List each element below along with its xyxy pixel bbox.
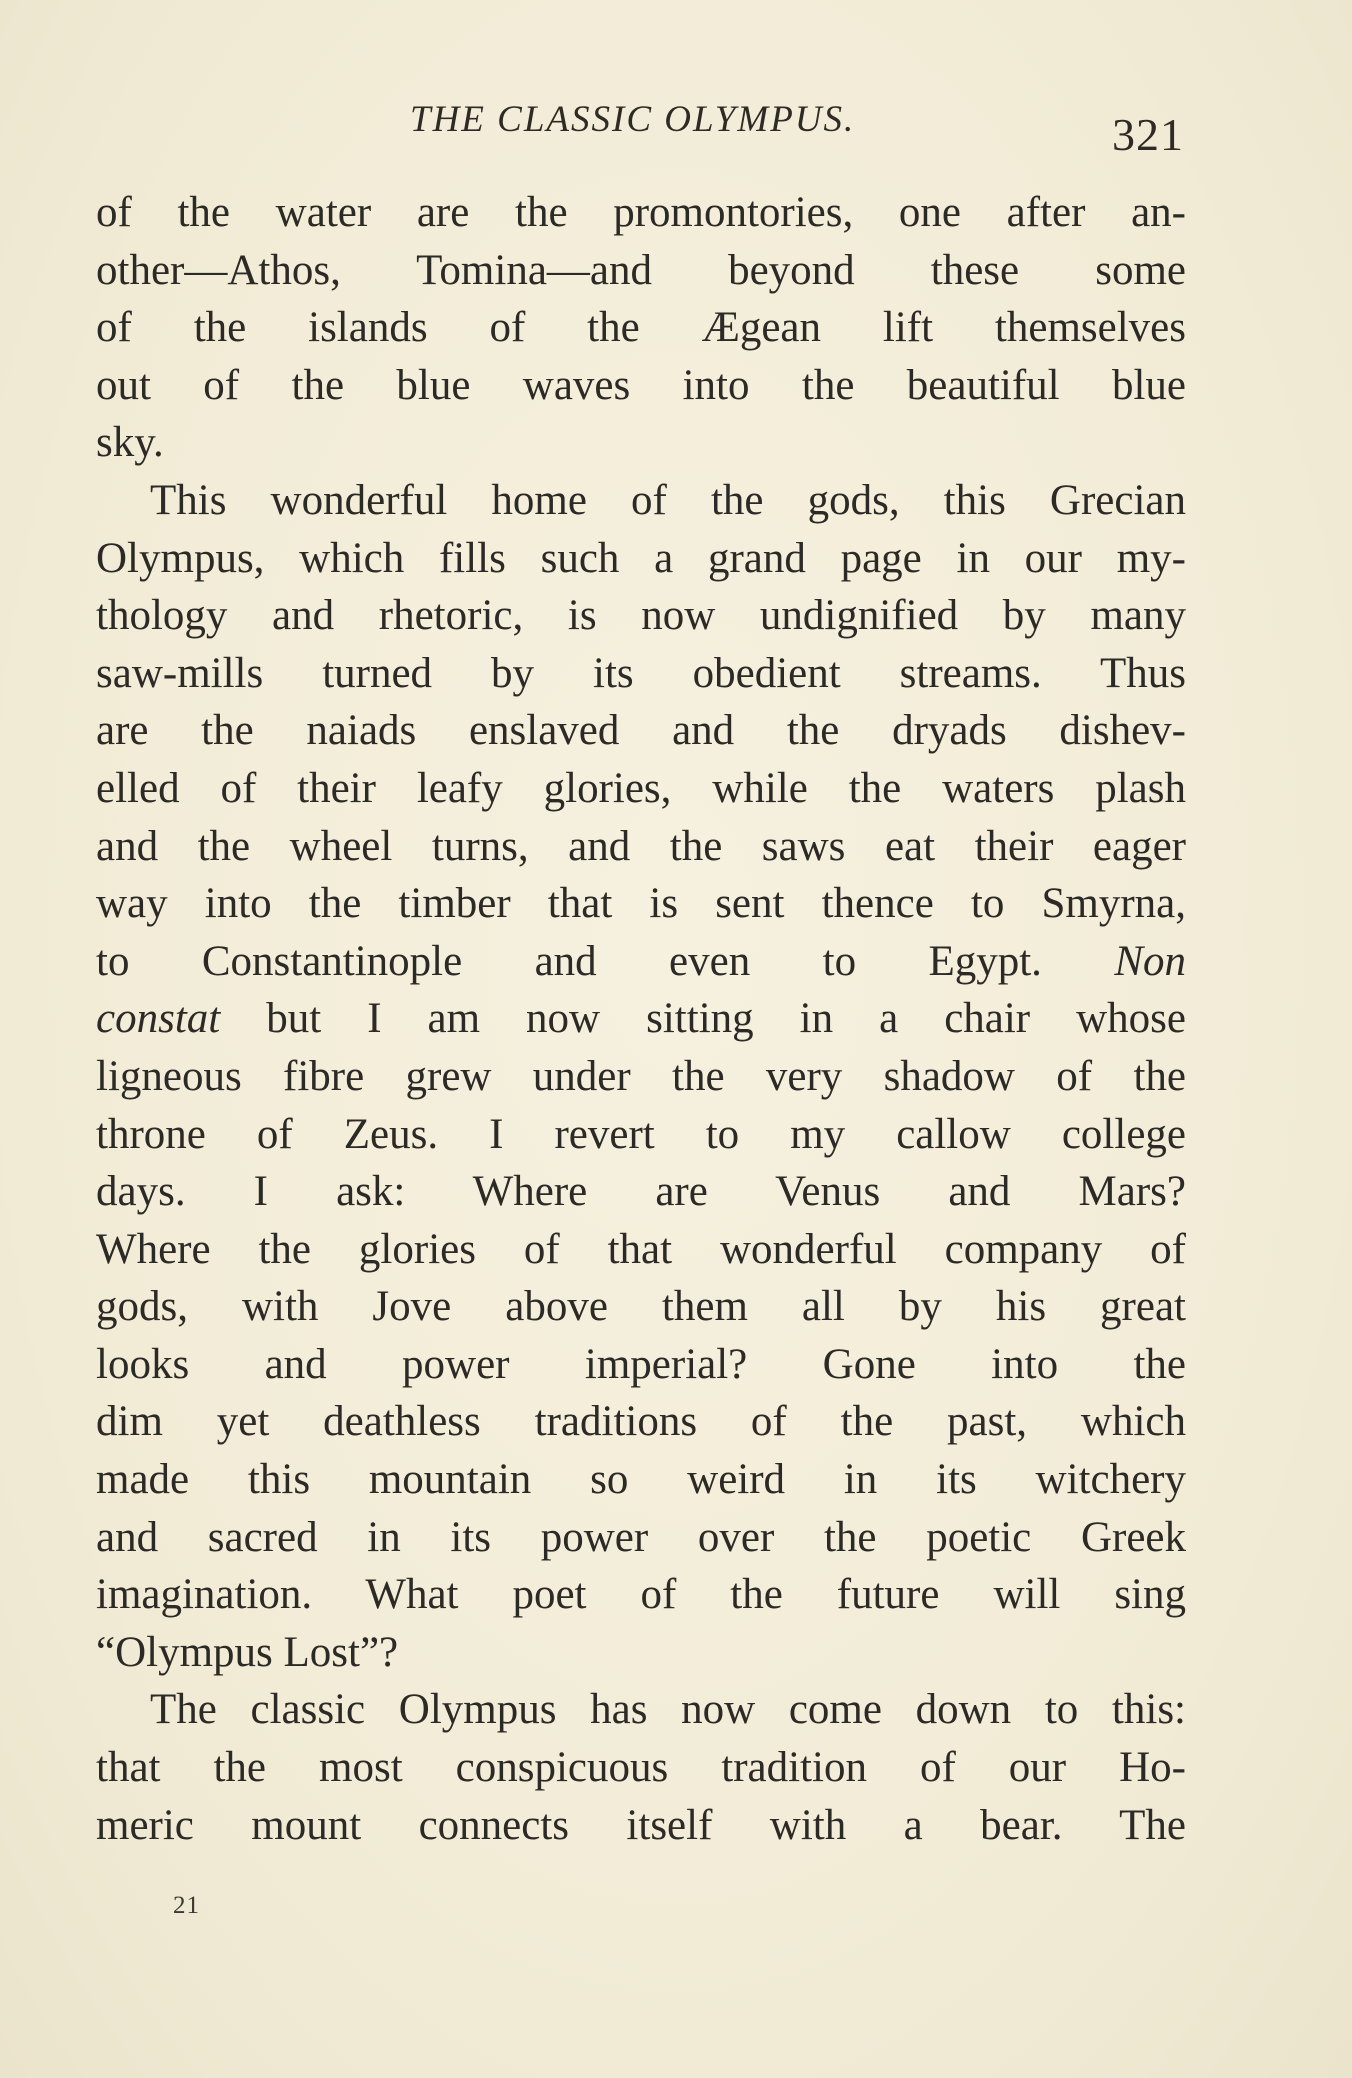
running-title: THE CLASSIC OLYMPUS. xyxy=(410,99,856,140)
text-line: sky. xyxy=(96,419,164,467)
text-line: imagination. What poet of the future will sing xyxy=(96,1571,1186,1619)
text-line: elled of their leafy glories, while the waters plash xyxy=(96,764,1186,812)
text-segment: to Constantinople and even to Egypt. xyxy=(96,937,1042,985)
text-line: meric mount connects itself with a bear. The xyxy=(96,1801,1186,1849)
text-line: ligneous fibre grew under the very shadow of the xyxy=(96,1052,1186,1100)
text-line: are the naiads enslaved and the dryads dishev- xyxy=(96,707,1186,755)
italic-word: Non xyxy=(1114,937,1186,985)
text-line: made this mountain so weird in its witchery xyxy=(96,1456,1186,1504)
text-line xyxy=(96,933,1186,991)
text-line: out of the blue waves into the beautiful blue xyxy=(96,361,1186,409)
text-line: saw-mills turned by its obedient streams. Thus xyxy=(96,649,1186,697)
text-line: and the wheel turns, and the saws eat their eager xyxy=(96,822,1186,870)
text-line xyxy=(96,990,1186,1048)
text-line: looks and power imperial? Gone into the xyxy=(96,1340,1186,1388)
text-line: of the water are the promontories, one after an- xyxy=(96,189,1186,236)
text-line: gods, with Jove above them all by his great xyxy=(96,1283,1186,1331)
italic-word: constat xyxy=(96,995,221,1043)
signature-mark: 21 xyxy=(173,1892,200,1919)
page-number: 321 xyxy=(1112,109,1184,160)
text-line: days. I ask: Where are Venus and Mars? xyxy=(96,1168,1186,1216)
text-line: and sacred in its power over the poetic Greek xyxy=(96,1513,1186,1561)
text-line: that the most conspicuous tradition of our Ho- xyxy=(96,1744,1186,1792)
text-line: “Olympus Lost”? xyxy=(96,1628,399,1676)
text-line: This wonderful home of the gods, this Grecian xyxy=(150,476,1186,524)
text-line: thology and rhetoric, is now undignified by many xyxy=(96,592,1186,640)
running-head xyxy=(0,98,1352,160)
text-line: Where the glories of that wonderful company of xyxy=(96,1225,1186,1273)
text-line: of the islands of the Ægean lift themselves xyxy=(96,304,1186,352)
text-line: other—Athos, Tomina—and beyond these some xyxy=(96,246,1186,294)
text-line: dim yet deathless traditions of the past, which xyxy=(96,1398,1186,1446)
text-line: throne of Zeus. I revert to my callow college xyxy=(96,1110,1186,1158)
text-line: The classic Olympus has now come down to this: xyxy=(150,1686,1186,1734)
text-line: way into the timber that is sent thence to Smyrna, xyxy=(96,880,1186,928)
body-text xyxy=(96,184,1186,1854)
text-line: Olympus, which fills such a grand page in our my- xyxy=(96,534,1186,582)
text-segment: but I am now sitting in a chair whose xyxy=(266,995,1187,1043)
